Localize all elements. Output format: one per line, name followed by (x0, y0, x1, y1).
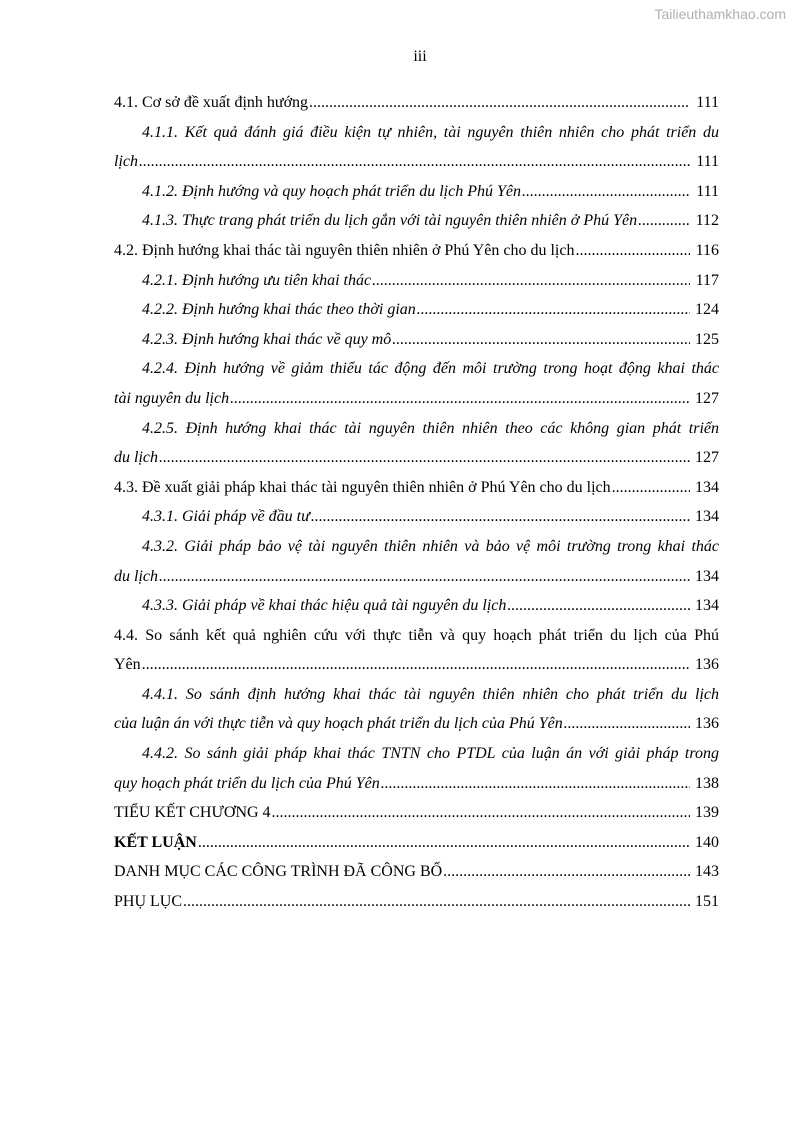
leader-dots (443, 857, 690, 887)
toc-entry-page: 111 (696, 94, 719, 111)
toc-entry-page: 127 (695, 389, 719, 407)
toc-entry-page: 151 (695, 893, 719, 911)
toc-entry-4-2-1[interactable] (114, 266, 719, 296)
leader-dots (311, 502, 690, 532)
watermark: Tailieuthamkhao.com (654, 6, 786, 22)
toc-entry-publications[interactable] (114, 857, 719, 887)
leader-dots (575, 236, 690, 266)
toc-entry-4-3-2-cont[interactable] (114, 562, 719, 592)
leader-dots (638, 206, 690, 236)
toc-entry-4-4-cont[interactable] (114, 650, 719, 680)
toc-entry-4-2-4-cont[interactable] (114, 384, 719, 414)
toc-entry-page: 138 (695, 774, 719, 792)
toc-entry-page: 134 (695, 508, 719, 526)
toc-entry-4-2-4[interactable]: 4.2.4. Định hướng về giảm thiểu tác động đến môi trường trong hoạt động khai thác (142, 360, 719, 378)
leader-dots (417, 295, 690, 325)
toc-entry-page: 124 (695, 301, 719, 319)
toc-entry-title: tài nguyên du lịch (114, 389, 230, 407)
leader-dots (230, 384, 690, 414)
toc-entry-page: 127 (695, 449, 719, 467)
leader-dots (507, 591, 690, 621)
toc-entry-title: 4.1.3. Thực trang phát triển du lịch gắn với tài nguyên thiên nhiên ở Phú Yên (142, 212, 638, 230)
toc-entry-title: du lịch (114, 449, 158, 467)
toc-entry-title: DANH MỤC CÁC CÔNG TRÌNH ĐÃ CÔNG BỐ (114, 863, 443, 881)
toc-entry-4-1-2[interactable] (114, 177, 719, 207)
table-of-contents (114, 88, 719, 917)
toc-entry-4-3-2[interactable]: 4.3.2. Giải pháp bảo vệ tài nguyên thiên nhiên và bảo vệ môi trường trong khai thác (142, 537, 719, 555)
toc-entry-title: 4.3.1. Giải pháp về đầu tư (142, 508, 310, 526)
toc-entry-page: 134 (695, 597, 719, 615)
page-number: iii (413, 48, 427, 65)
toc-entry-page: 140 (695, 833, 719, 851)
toc-entry-4-2-5[interactable]: 4.2.5. Định hướng khai thác tài nguyên thiên nhiên theo các không gian phát triển (142, 419, 719, 437)
leader-dots (159, 562, 690, 592)
leader-dots (159, 443, 690, 473)
toc-entry-title: 4.2.2. Định hướng khai thác theo thời gian (142, 301, 416, 319)
toc-entry-4-1-1-cont[interactable] (114, 147, 719, 177)
toc-entry-4-3[interactable] (114, 473, 719, 503)
toc-entry-title: lịch (114, 153, 138, 171)
toc-entry-title: 4.1. Cơ sở đề xuất định hướng (114, 94, 309, 111)
leader-dots (612, 473, 690, 503)
toc-entry-4-1-3[interactable] (114, 206, 719, 236)
leader-dots (139, 147, 690, 177)
leader-dots (142, 650, 690, 680)
toc-entry-page: 136 (695, 656, 719, 674)
toc-entry-title: 4.2.1. Định hướng ưu tiên khai thác (142, 271, 372, 289)
toc-entry-page: 143 (695, 863, 719, 881)
toc-entry-title: TIỂU KẾT CHƯƠNG 4 (114, 804, 271, 822)
toc-entry-4-3-3[interactable] (114, 591, 719, 621)
toc-entry-page: 112 (695, 212, 719, 230)
toc-entry-title: 4.3.3. Giải pháp về khai thác hiệu quả tài nguyên du lịch (142, 597, 507, 615)
toc-entry-page: 117 (695, 271, 719, 289)
toc-entry-page: 134 (695, 567, 719, 585)
leader-dots (392, 325, 690, 355)
toc-entry-page: 116 (695, 241, 719, 259)
leader-dots (372, 266, 690, 296)
toc-entry-title: KẾT LUẬN (114, 833, 197, 851)
toc-entry-4-4-1-cont[interactable] (114, 709, 719, 739)
toc-entry-title: 4.1.2. Định hướng và quy hoạch phát triển du lịch Phú Yên (142, 182, 521, 200)
toc-entry-page: 134 (695, 478, 719, 496)
leader-dots (183, 887, 690, 917)
toc-entry-4-4-2-cont[interactable] (114, 769, 719, 799)
toc-entry-page: 111 (696, 153, 719, 171)
toc-entry-title: của luận án với thực tiễn và quy hoạch phát triển du lịch của Phú Yên (114, 715, 563, 733)
toc-entry-title: 4.3. Đề xuất giải pháp khai thác tài nguyên thiên nhiên ở Phú Yên cho du lịch (114, 478, 611, 496)
leader-dots (381, 769, 690, 799)
toc-entry-4-2-3[interactable] (114, 325, 719, 355)
toc-entry-4-4-2[interactable]: 4.4.2. So sánh giải pháp khai thác TNTN cho PTDL của luận án với giải pháp trong (142, 745, 719, 763)
leader-dots (564, 709, 690, 739)
leader-dots (309, 88, 690, 118)
toc-entry-appendix[interactable] (114, 887, 719, 917)
toc-entry-title: 4.2. Định hướng khai thác tài nguyên thiên nhiên ở Phú Yên cho du lịch (114, 241, 575, 259)
toc-entry-4-4-1[interactable]: 4.4.1. So sánh định hướng khai thác tài nguyên thiên nhiên cho phát triển du lịch (142, 685, 719, 703)
toc-entry-page: 111 (696, 182, 719, 200)
toc-entry-4-3-1[interactable] (114, 502, 719, 532)
toc-entry-conclusion[interactable] (114, 828, 719, 858)
toc-entry-4-2[interactable] (114, 236, 719, 266)
toc-entry-page: 139 (695, 804, 719, 822)
leader-dots (522, 177, 690, 207)
toc-entry-4-4[interactable]: 4.4. So sánh kết quả nghiên cứu với thực tiễn và quy hoạch phát triển du lịch của Phú (114, 626, 719, 644)
leader-dots (272, 798, 690, 828)
toc-entry-4-2-5-cont[interactable] (114, 443, 719, 473)
toc-entry-title: PHỤ LỤC (114, 893, 183, 911)
toc-entry-title: Yên (114, 656, 141, 674)
toc-entry-page: 125 (695, 330, 719, 348)
toc-entry-4-1-1[interactable]: 4.1.1. Kết quả đánh giá điều kiện tự nhiên, tài nguyên thiên nhiên cho phát triển du (142, 123, 719, 141)
toc-entry-4-1[interactable] (114, 88, 719, 118)
toc-entry-page: 136 (695, 715, 719, 733)
leader-dots (198, 828, 690, 858)
toc-entry-title: quy hoạch phát triển du lịch của Phú Yên (114, 774, 380, 792)
toc-entry-title: 4.2.3. Định hướng khai thác về quy mô (142, 330, 392, 348)
toc-entry-title: du lịch (114, 567, 158, 585)
toc-entry-4-2-2[interactable] (114, 295, 719, 325)
toc-entry-chapter-summary[interactable] (114, 798, 719, 828)
